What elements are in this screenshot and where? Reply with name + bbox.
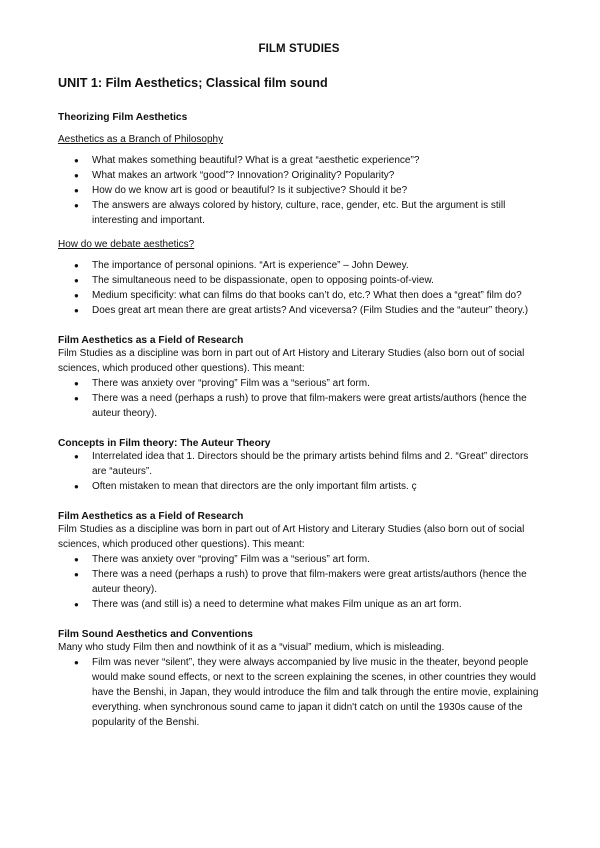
list-item: ● There was a need (perhaps a rush) to prove that film-makers were great artists/authors (hence the auteur theory). xyxy=(92,567,540,597)
document-title: FILM STUDIES xyxy=(258,43,340,55)
list-item: ● Does great art mean there are great artists? And viceversa? (Film Studies and the “auteur” theory.) xyxy=(92,303,540,318)
sound-heading: Film Sound Aesthetics and Conventions xyxy=(58,629,253,640)
list-item: ● Medium specificity: what can films do that books can’t do, etc.? What then does a “great” film do? xyxy=(92,288,540,303)
list-item: ● The importance of personal opinions. “Art is experience” – John Dewey. xyxy=(92,258,540,273)
list-item: ● The simultaneous need to be dispassionate, open to opposing points-of-view. xyxy=(92,273,540,288)
list-item: ● How do we know art is good or beautiful? Is it subjective? Should it be? xyxy=(92,183,540,198)
research-paragraph-2: Film Studies as a discipline was born in part out of Art History and Literary Studies (also born out of social sciences, which produced other questions). This meant: xyxy=(58,524,525,550)
sound-paragraph: Many who study Film then and nowthink of it as a “visual” medium, which is misleading. xyxy=(58,642,445,653)
list-item: ● What makes an artwork “good”? Innovation? Originality? Popularity? xyxy=(92,168,540,183)
auteur-heading: Concepts in Film theory: The Auteur Theory xyxy=(58,438,271,449)
debate-subheading: How do we debate aesthetics? xyxy=(58,239,195,250)
research-list-1 xyxy=(58,376,540,421)
unit-heading: UNIT 1: Film Aesthetics; Classical film sound xyxy=(58,76,328,90)
auteur-list xyxy=(58,449,540,494)
list-item: ● Often mistaken to mean that directors are the only important film artists. ç xyxy=(92,479,540,494)
debate-list xyxy=(58,258,540,318)
sound-list xyxy=(58,655,540,730)
list-item: ● Interrelated idea that 1. Directors should be the primary artists behind films and 2. “Great” directors are “auteurs”. xyxy=(92,449,540,479)
research-paragraph-1: Film Studies as a discipline was born in part out of Art History and Literary Studies (also born out of social sciences, which produced other questions). This meant: xyxy=(58,348,525,374)
list-item: ● Film was never “silent”, they were always accompanied by live music in the theater, beyond people would make sound effects, or next to the screen explaining the scenes, in other countries they would have the Benshi, in Japan, they would introduce the film and talk through the entire movie, explaining everything. when synchronous sound came to japan it didn't catch on until the 1930s cause of the popularity of the Benshi. xyxy=(92,655,540,730)
list-item: ● There was (and still is) a need to determine what makes Film unique as an art form. xyxy=(92,597,540,612)
branch-list xyxy=(58,153,540,228)
branch-subheading: Aesthetics as a Branch of Philosophy xyxy=(58,134,224,145)
list-item: ● There was anxiety over “proving” Film was a “serious” art form. xyxy=(92,552,540,567)
list-item: ● The answers are always colored by history, culture, race, gender, etc. But the argument is still interesting and important. xyxy=(92,198,540,228)
research-list-2 xyxy=(58,552,540,612)
research-heading-1: Film Aesthetics as a Field of Research xyxy=(58,335,244,346)
research-heading-2: Film Aesthetics as a Field of Research xyxy=(58,511,244,522)
theorizing-heading: Theorizing Film Aesthetics xyxy=(58,112,188,123)
list-item: ● There was anxiety over “proving” Film was a “serious” art form. xyxy=(92,376,540,391)
list-item: ● There was a need (perhaps a rush) to prove that film-makers were great artists/authors (hence the auteur theory). xyxy=(92,391,540,421)
list-item: ● What makes something beautiful? What is a great “aesthetic experience”? xyxy=(92,153,540,168)
